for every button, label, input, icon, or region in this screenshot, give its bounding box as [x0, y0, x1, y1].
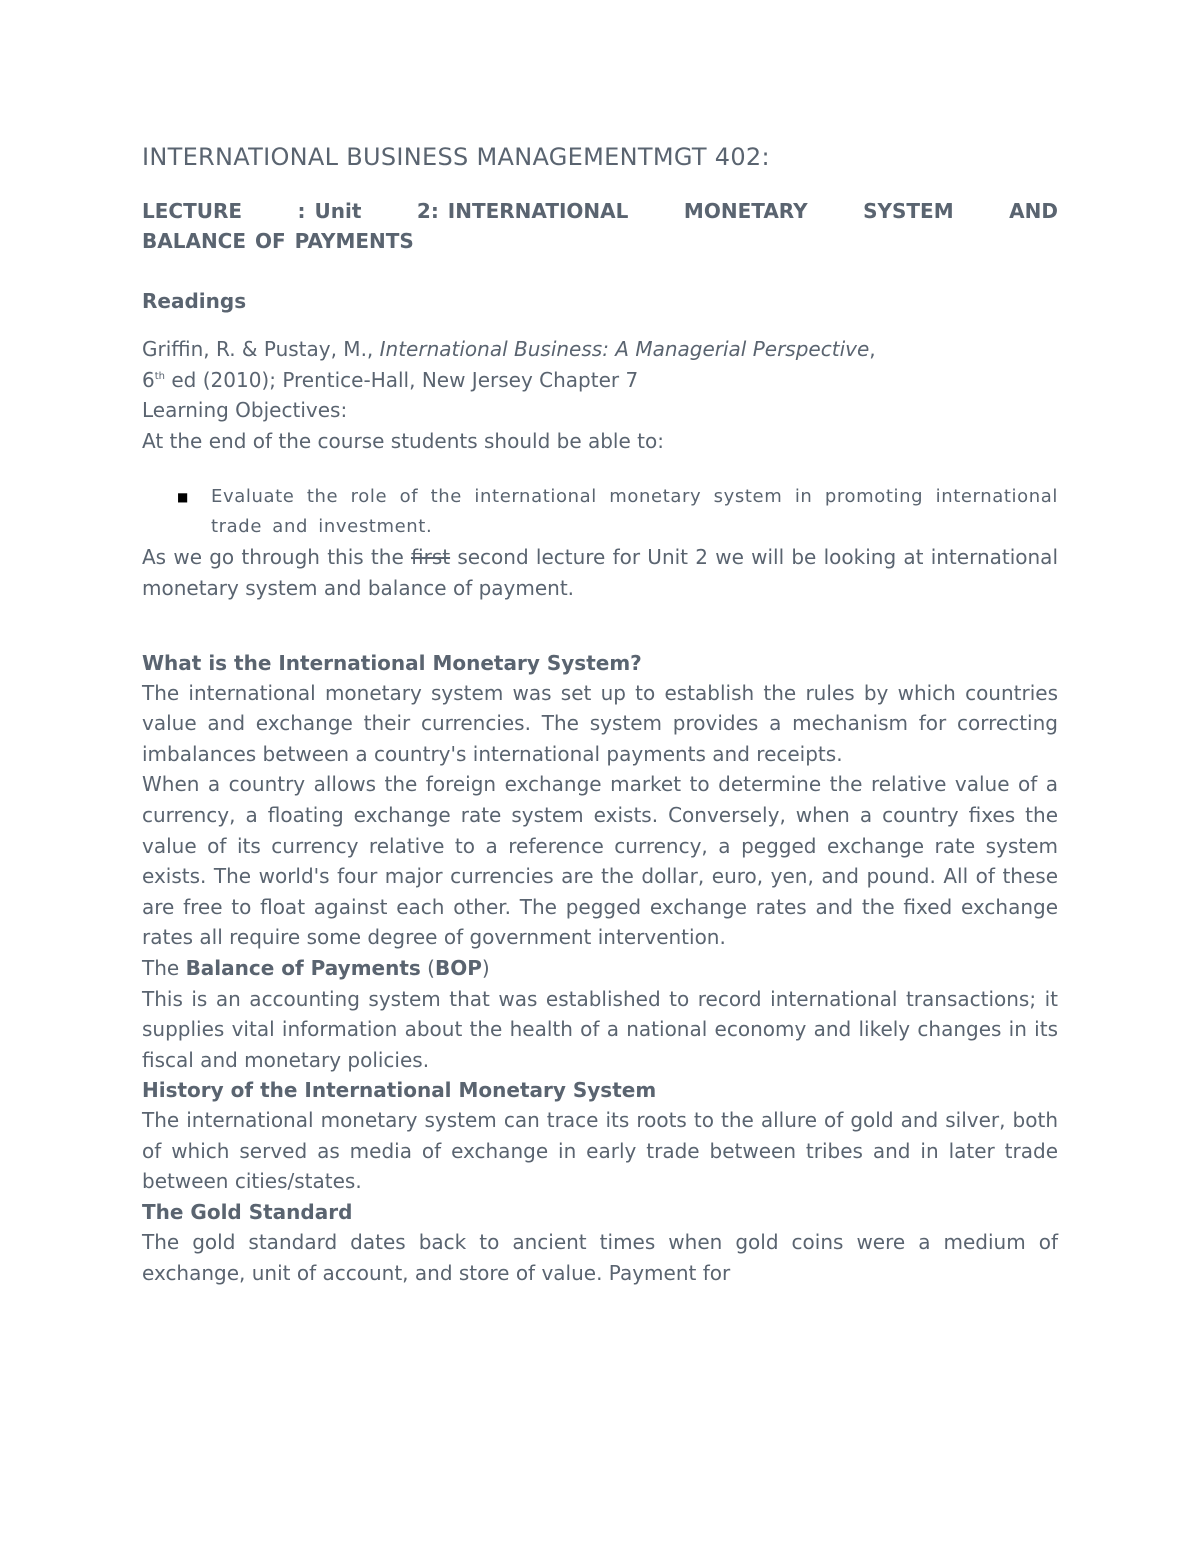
ims-paragraph-1: The international monetary system was set up to establish the rules by which countries value and exchange their currencies. The system provides a mechanism for correcting imbalances between a country's international payments and receipts. — [142, 680, 1058, 766]
lecture-heading-line-1 — [142, 196, 1058, 226]
struck-word: first — [411, 545, 451, 570]
objective-list — [142, 482, 1058, 542]
gold-standard-heading: The Gold Standard — [142, 1200, 353, 1225]
objective-text: Evaluate the role of the international monetary system in promoting international trade and investment. — [211, 486, 1058, 538]
lecture-word-international: 2: INTERNATIONAL — [416, 199, 629, 223]
edition-suffix: th — [154, 370, 165, 382]
edition-publisher: ed (2010); Prentice-Hall, New Jersey Chapter 7 — [165, 367, 639, 392]
intro-part-1: As we go through this the — [142, 545, 411, 570]
bop-name: Balance of Payments — [185, 955, 421, 980]
ims-paragraph-2: When a country allows the foreign exchange market to determine the relative value of a currency, a floating exchange rate system exists. Conversely, when a country fixes the value of its currency relative to a reference currency, a pegged exchange rate system exists. The world's four major currencies are the dollar, euro, yen, and pound. All of these are free to float against each other. The pegged exchange rates and the fixed exchange rates all require some degree of government intervention. — [142, 772, 1058, 950]
bop-close-paren: ) — [481, 955, 490, 980]
reading-citation — [142, 334, 1058, 365]
lecture-word-lecture: LECTURE — [142, 199, 243, 223]
citation-book-title: International Business: A Managerial Perspective — [379, 337, 870, 361]
bop-heading — [142, 953, 1058, 984]
bop-abbreviation: BOP — [435, 955, 482, 980]
gold-standard-paragraph: The gold standard dates back to ancient times when gold coins were a medium of exchange, unit of account, and store of value. Payment for — [142, 1230, 1058, 1285]
bop-open-paren: ( — [420, 955, 435, 980]
learning-objectives-intro: At the end of the course students should be able to: — [142, 428, 664, 453]
ims-heading: What is the International Monetary System? — [142, 650, 642, 675]
document-page — [142, 140, 1058, 1288]
intro-paragraph — [142, 542, 1058, 603]
lecture-word-system: SYSTEM — [863, 199, 954, 223]
reading-edition — [142, 365, 1058, 396]
document-title: INTERNATIONAL BUSINESS MANAGEMENTMGT 402: — [142, 143, 770, 171]
lecture-heading-line-2: BALANCE OF PAYMENTS — [142, 229, 414, 253]
citation-authors: Griffin, R. & Pustay, M., — [142, 337, 380, 361]
bop-paragraph: This is an accounting system that was established to record international transactions; it supplies vital information about the health of a national economy and likely changes in its fiscal and monetary policies. — [142, 986, 1058, 1072]
lecture-word-unit: : Unit — [297, 199, 362, 223]
lecture-word-monetary: MONETARY — [683, 199, 808, 223]
history-heading: History of the International Monetary System — [142, 1078, 657, 1103]
list-item — [142, 482, 1058, 542]
history-paragraph: The international monetary system can trace its roots to the allure of gold and silver, both of which served as media of exchange in early trade between tribes and in later trade between cities/states. — [142, 1108, 1058, 1194]
square-bullet-icon: ■ — [177, 490, 189, 505]
lecture-word-and: AND — [1009, 199, 1058, 223]
readings-heading: Readings — [142, 289, 247, 313]
intro-part-2: second lecture for Unit 2 we will be looking at international monetary system and balance of payment. — [142, 545, 1058, 600]
citation-comma: , — [869, 337, 876, 361]
bop-prefix: The — [142, 955, 186, 980]
learning-objectives-label: Learning Objectives: — [142, 398, 348, 423]
lecture-heading — [142, 196, 1058, 256]
edition-number: 6 — [142, 367, 155, 392]
